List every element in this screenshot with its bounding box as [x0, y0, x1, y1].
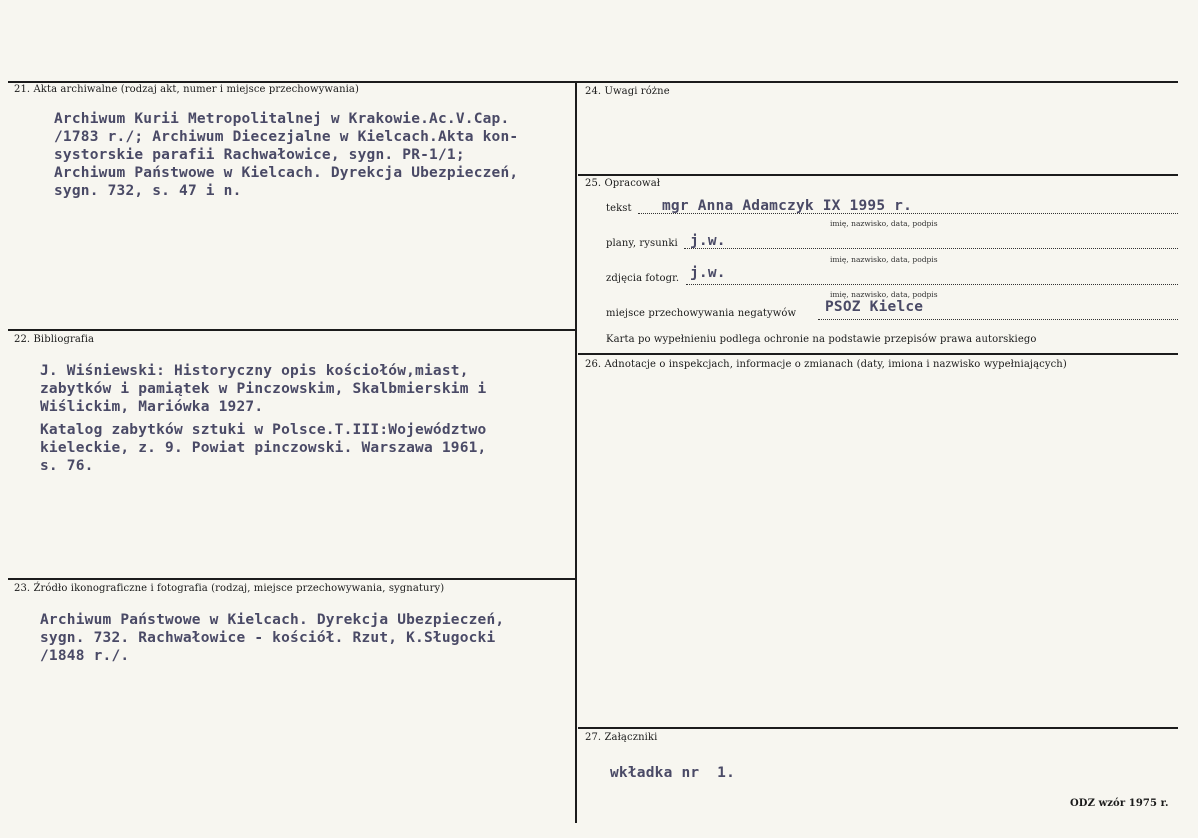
section-22-line-6: s. 76. [40, 458, 94, 474]
column-divider [575, 81, 577, 823]
section-26-label: 26. Adnotacje o inspekcjach, informacje o zmianach (daty, imiona i nazwisko wypełniających) [585, 359, 1067, 370]
section-23-line-1: Archiwum Państwowe w Kielcach. Dyrekcja Ubezpieczeń, [40, 612, 505, 628]
rule-26-27 [578, 727, 1178, 729]
miejsce-dotted-line [818, 319, 1178, 320]
rule-21-22 [8, 329, 576, 331]
form-version: ODZ wzór 1975 r. [1070, 798, 1169, 809]
top-rule [8, 81, 1178, 83]
section-27-label: 27. Załączniki [585, 732, 658, 743]
rule-24-25 [578, 174, 1178, 176]
copyright-note: Karta po wypełnieniu podlega ochronie na podstawie przepisów prawa autorskiego [606, 334, 1037, 345]
miejsce-value: PSOZ Kielce [825, 299, 924, 315]
section-22-label: 22. Bibliografia [14, 334, 95, 345]
zdjecia-hint: imię, nazwisko, data, podpis [830, 290, 938, 299]
section-23-label: 23. Źródło ikonograficzne i fotografia (rodzaj, miejsce przechowywania, sygnatury) [14, 583, 445, 594]
section-23-line-3: /1848 r./. [40, 648, 130, 664]
plany-label: plany, rysunki [606, 238, 678, 249]
zdjecia-value: j.w. [690, 265, 726, 281]
zdjecia-label: zdjęcia fotogr. [606, 273, 680, 284]
section-21-line-5: sygn. 732, s. 47 i n. [54, 183, 242, 199]
section-22-line-5: kieleckie, z. 9. Powiat pinczowski. Warszawa 1961, [40, 440, 487, 456]
plany-hint: imię, nazwisko, data, podpis [830, 255, 938, 264]
tekst-value: mgr Anna Adamczyk IX 1995 r. [662, 198, 913, 214]
rule-22-23 [8, 578, 576, 580]
section-21-line-4: Archiwum Państwowe w Kielcach. Dyrekcja Ubezpieczeń, [54, 165, 519, 181]
section-21-line-1: Archiwum Kurii Metropolitalnej w Krakowie.Ac.V.Cap. [54, 111, 510, 127]
section-22-line-1: J. Wiśniewski: Historyczny opis kościołów,miast, [40, 363, 469, 379]
section-21-line-3: systorskie parafii Rachwałowice, sygn. PR-1/1; [54, 147, 465, 163]
section-23-line-2: sygn. 732. Rachwałowice - kościół. Rzut, K.Sługocki [40, 630, 496, 646]
section-21-line-2: /1783 r./; Archiwum Diecezjalne w Kielcach.Akta kon- [54, 129, 519, 145]
plany-dotted-line [684, 248, 1178, 249]
section-21-label: 21. Akta archiwalne (rodzaj akt, numer i miejsce przechowywania) [14, 84, 359, 95]
section-27-value: wkładka nr 1. [610, 765, 736, 781]
tekst-label: tekst [606, 203, 632, 214]
zdjecia-dotted-line [686, 284, 1178, 285]
section-22-line-3: Wiślickim, Mariówka 1927. [40, 399, 264, 415]
rule-25-26 [578, 353, 1178, 355]
section-25-label: 25. Opracował [585, 178, 661, 189]
section-22-line-4: Katalog zabytków sztuki w Polsce.T.III:Województwo [40, 422, 487, 438]
tekst-dotted-line [638, 213, 1178, 214]
section-24-label: 24. Uwagi różne [585, 86, 670, 97]
tekst-hint: imię, nazwisko, data, podpis [830, 219, 938, 228]
miejsce-label: miejsce przechowywania negatywów [606, 308, 797, 319]
plany-value: j.w. [690, 233, 726, 249]
section-22-line-2: zabytków i pamiątek w Pinczowskim, Skalbmierskim i [40, 381, 487, 397]
